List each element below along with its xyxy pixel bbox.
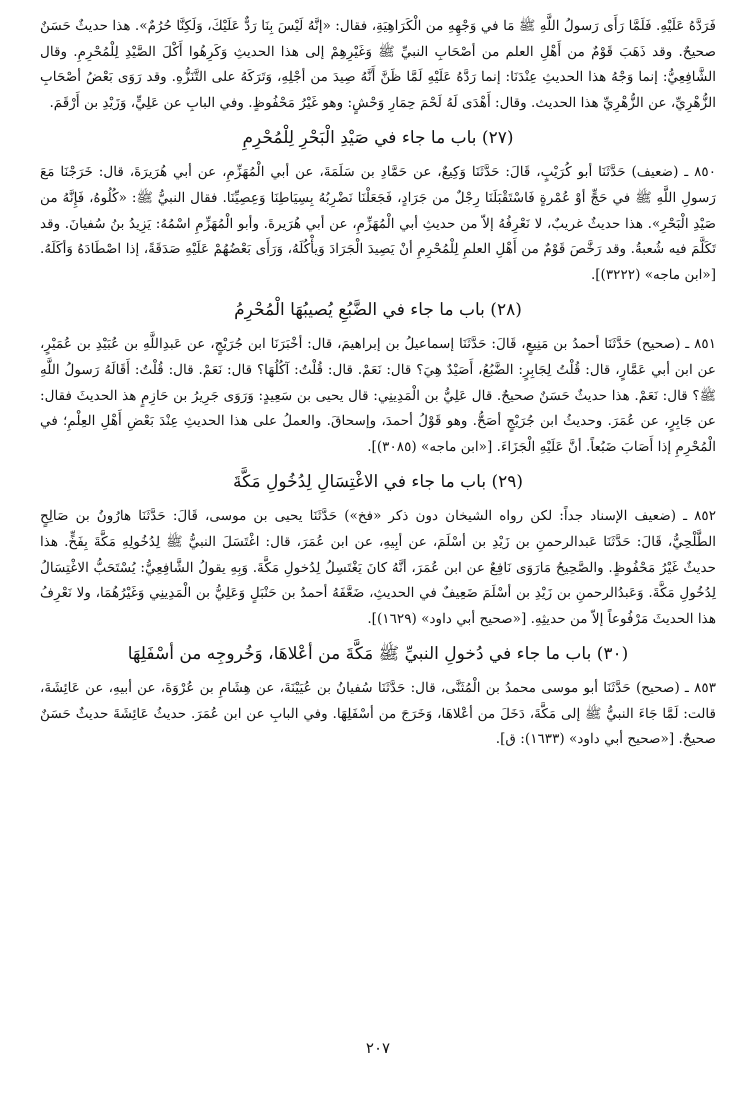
hadith-852: [40, 504, 716, 632]
chapter-heading-30: (٣٠) باب ما جاء في دُخولِ النبيِّ ﷺ مَكَّةَ من أعْلاهَا، وَخُروجِه من أسْفَلِهَا: [127, 644, 629, 665]
hadith-852-text: ٨٥٢ ـ (ضعيف الإسناد جداً: لكن رواه الشيخان دون ذكر «فخ») حَدَّثَنَا يحيى بن موسى، قَالَ: حَدَّثَنَا هارُونُ بن صَالِحٍ الطَّلْحِيُّ، قَالَ: حَدَّثَنَا عَبدالرحمنِ بن زَيْدِ بن أسْلَمَ، عن أبِيهِ، عن ابن عُمَرَ، قال: اغْتَسَلَ النبيُّ ﷺ لِدُخُولِهِ مَكَّةَ بِفَخٍّ. هذا حديثٌ غَيْرُ مَحْفُوظٍ. والصَّحِيحُ مَارَوَى نَافِعٌ عن ابن عُمَرَ، أنَّهُ كانَ يَغْتَسِلُ لِدُخولِ مَكَّةَ. وَبِهِ يقولُ الشَّافِعِيُّ: يُسْتَحَبُّ الاغْتِسَالُ لِدُخُولِ مَكَّةَ. وَعَبدُالرحمنِ بن زَيْدِ بن أسْلَمَ ضَعِيفٌ في الحديثِ، ضَعَّفَهُ أحمدُ بن حَنْبَلٍ وَعَلِيُّ بن الْمَدِينِي وَغَيْرُهُمَا، ولا نَعْرِفُ هذا الحديثَ مَرْفُوعاً إلاّ من حديثِهِ.: [40, 508, 716, 627]
hadith-850-text: ٨٥٠ ـ (ضعيف) حَدَّثَنَا أبو كُرَيْبٍ، قَالَ: حَدَّثَنَا وَكِيعٌ، عن حَمَّادِ بن سَلَمَةَ، عن أبي الْمُهَزِّمِ، عن أبي هُرَيرَةَ، قال: خَرَجْنَا مَعَ رَسولِ اللَّهِ ﷺ في حَجٍّ أوْ عُمْرةٍ فَاسْتَقْبَلَنَا رِجْلٌ من جَرَادٍ، فَجَعَلْنَا نَضْرِبُهُ بِسِيَاطِنَا وَعِصِيِّنَا. فقال النبيُّ ﷺ: «كُلُوهُ، فَإِنَّهُ من صَيْدِ الْبَحْرِ». هذا حديثٌ غريبٌ، لا نَعْرِفُهُ إلاّ من حديثِ أبي الْمُهَزِّمِ، عن أبي هُرَيرةَ. وأبو الْمُهَزِّمِ اسْمُهُ: يَزِيدُ بنُ سُفيانَ. وقد تَكَلَّمَ فيه شُعبةُ. وقد رَخَّصَ قَوْمٌ من أَهْلِ العلمِ لِلْمُحْرِمِ أنْ يَصِيدَ الْجَرَادَ وَيأْكُلَهُ، وَرَأَى بَعْضُهُمْ عَلَيْهِ صَدَقَةً، إذا اصْطَادَهُ وَأكَلَهُ.: [40, 164, 716, 258]
hadith-851-reference: [«ابن ماجه» (٣٠٨٥)].: [367, 438, 493, 455]
page-number: ٢٠٧: [365, 1039, 391, 1057]
hadith-853-text: ٨٥٣ ـ (صحيح) حَدَّثَنَا أبو موسى محمدُ بن الْمُثَنَّى، قال: حَدَّثَنَا سُفيانُ بن عُيَيْنَةَ، عن هِشَامِ بن عُرْوَةَ، عن أبيهِ، عن عَائِشَةَ، قالت: لَمَّا جَاءَ النبيُّ ﷺ إلى مَكَّةَ، دَخَلَ من أعْلاهَا، وَخَرَجَ من أسْفَلِهَا. وفي البابِ عن ابن عُمَرَ. حديثُ عَائِشَةَ حديثٌ حَسَنٌ صحيحٌ.: [40, 680, 716, 748]
paragraph-continuation: فَرَدَّهُ عَلَيْهِ. فَلَمَّا رَأَى رَسولُ اللَّهِ ﷺ مَا في وَجْهِهِ من الْكَرَاهِيَةِ، فقال: «إنَّهُ لَيْسَ بِنَا رَدٌّ عَلَيْكَ، وَلَكِنَّا حُرُمٌ». هذا حديثٌ حَسَنٌ صحيحٌ. وقد ذَهَبَ قَوْمٌ من أَهْلِ العلم من أصْحَابِ النبيِّ ﷺ وَغَيْرِهِمْ إلى هذا الحديثِ وَكَرِهُوا أَكْلَ الصَّيْدِ لِلْمُحْرِمِ. وقال الشَّافِعِيُّ: إنما وَجْهُ هذا الحديثِ عِنْدَنَا: إنما رَدَّهُ عَلَيْهِ لَمَّا ظَنَّ أَنَّهُ صِيدَ من أجْلِهِ، وَتَرَكَهُ على التَّنَزُّهِ. وقد رَوَى بَعْضُ أصْحَابِ الزُّهْرِيِّ، عن الزُّهْرِيِّ هذا الحديث. وقال: أَهْدَى لَهُ لَحْمَ حِمَارِ وَحْشٍ: وهو غَيْرُ مَحْفُوظٍ. وفي البابِ عن عَلِيٍّ، وَزَيْدِ بن أَرْقَمَ.: [40, 18, 716, 111]
hadith-851: [40, 332, 716, 460]
hadith-850-reference: [«ابن ماجه» (٣٢٢٢)].: [590, 266, 716, 283]
hadith-851-text: ٨٥١ ـ (صحيح) حَدَّثَنَا أحمدُ بن مَنِيعٍ، قَالَ: حَدَّثَنَا إسماعيلُ بن إبراهيمَ، قال: أخْبَرَنَا ابن جُرَيْجٍ، عن عَبدِاللَّهِ بن عُبَيْدِ بن عُمَيْرٍ، عن ابن أبي عَمَّارٍ، قال: قُلْتُ لِجَابِرٍ: الضَّبُعُ، أَصَيْدٌ هِيَ؟ قال: نَعَمْ. قال: قُلْتُ: آكُلُهَا؟ قال: نَعَمْ. قال: قُلْتُ: أَقَالَهُ رَسولُ اللَّهِ ﷺ؟ قال: نَعَمْ. هذا حديثٌ حَسَنٌ صحيحٌ. قال عَلِيُّ بن الْمَدِينِي: قال يحيى بن سَعِيدٍ: وَرَوَى جَرِيرُ بن حَازِمٍ هذ الحديثَ فقال: عن جَابِرٍ، عن عُمَرَ. وحديثُ ابن جُرَيْجٍ أصَحُّ. وهو قَوْلُ أحمدَ، وإسحاقَ. والعملُ على هذا الحديثِ عِنْدَ بَعْضِ أَهْلِ العِلْمِ؛ في الْمُحْرِمِ إذا أَصَابَ ضَبُعاً. أنَّ عَلَيْهِ الْجَزَاءَ.: [40, 336, 716, 455]
chapter-heading-27: (٢٧) باب ما جاء في صَيْدِ الْبَحْرِ لِلْمُحْرِمِ: [242, 128, 514, 149]
document-page: [40, 14, 716, 1097]
chapter-heading-28: (٢٨) باب ما جاء في الضَّبُعِ يُصيبُهَا الْمُحْرِمُ: [234, 300, 522, 321]
chapter-heading-29: (٢٩) باب ما جاء في الاغْتِسَالِ لِدُخُولِ مَكَّةَ: [232, 472, 524, 493]
hadith-850: [40, 160, 716, 288]
hadith-853-reference: [«صحيح أبي داود» (١٦٣٣): ق].: [495, 731, 675, 748]
hadith-852-reference: [«صحيح أبي داود» (١٦٢٩)].: [367, 610, 527, 627]
hadith-853: [40, 676, 716, 753]
